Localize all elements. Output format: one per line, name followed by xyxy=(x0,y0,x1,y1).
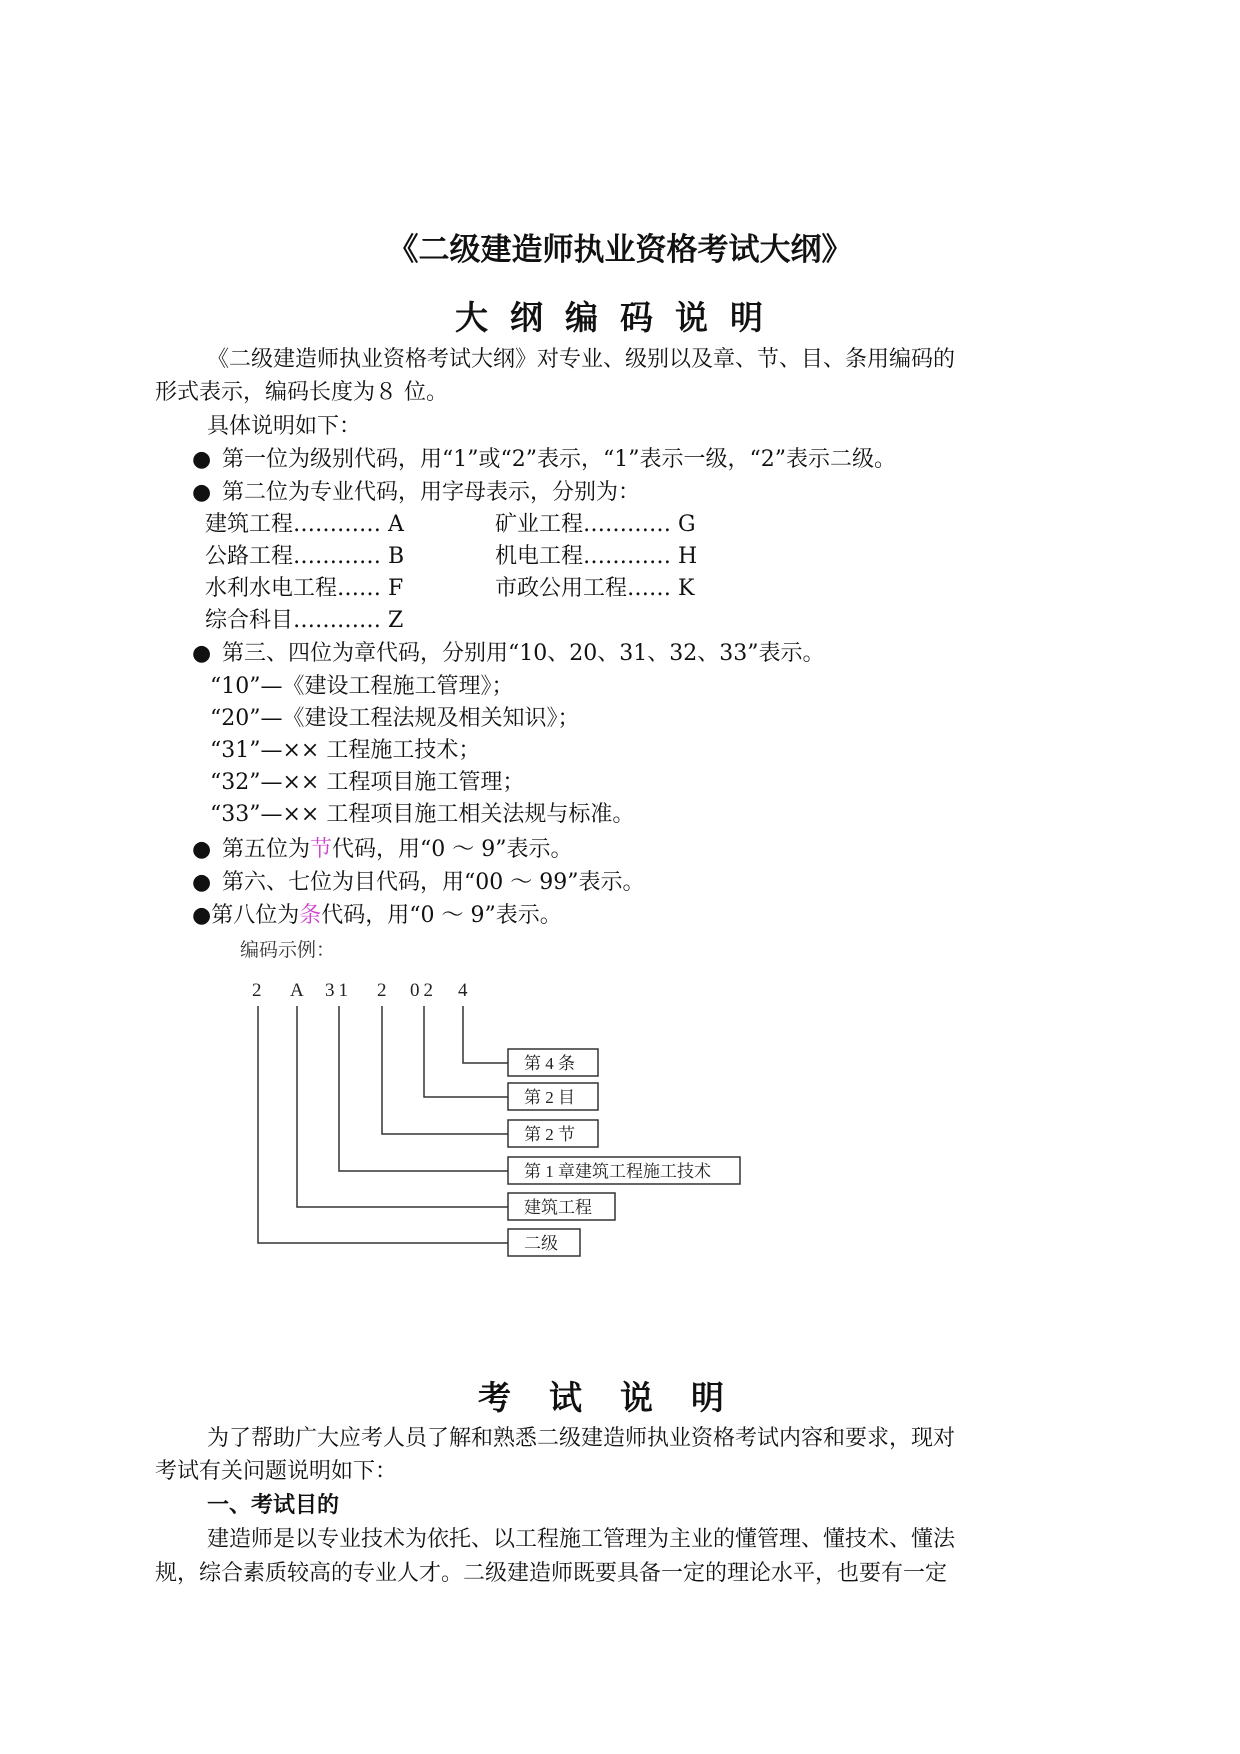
example-digit: 02 xyxy=(410,980,437,1001)
purpose-line-1: 建造师是以专业技术为依托、以工程施工管理为主业的懂管理、懂技术、懂法 xyxy=(207,1527,956,1552)
bullet-text: 第二位为专业代码，用字母表示，分别为： xyxy=(222,480,641,505)
connector-line xyxy=(424,1006,508,1097)
major-name: 公路工程………… xyxy=(205,544,382,569)
section-heading-coding: 大纲编码说明 xyxy=(455,298,785,337)
bullet-dot-icon: ● xyxy=(192,837,212,862)
example-digit: 31 xyxy=(325,980,352,1001)
major-name: 水利水电工程…… xyxy=(205,576,382,601)
connector-line xyxy=(382,1006,508,1134)
connector-line xyxy=(463,1006,508,1063)
bullet-dot-icon: ● xyxy=(192,447,212,472)
chapter-item: “32”—×× 工程项目施工管理； xyxy=(210,770,525,795)
bullet-dot-icon: ● xyxy=(192,870,212,895)
major-code: H xyxy=(678,544,698,569)
bullet-section-code: ● 第五位为节代码，用“0 ～ 9”表示。 xyxy=(192,835,573,865)
chapter-item: “10”—《建设工程施工管理》； xyxy=(210,674,514,699)
bullet-text: 第六、七位为目代码，用“00 ～ 99”表示。 xyxy=(222,870,645,895)
bullet-dot-icon: ● xyxy=(192,903,212,928)
chapter-item: “20”—《建设工程法规及相关知识》； xyxy=(210,706,580,731)
bullet-text: 第三、四位为章代码，分别用“10、20、31、32、33”表示。 xyxy=(222,641,825,666)
bullet-text: 第一位为级别代码，用“1”或“2”表示，“1”表示一级，“2”表示二级。 xyxy=(222,447,896,472)
major-name: 矿业工程………… xyxy=(495,512,672,537)
exam-intro-line-1: 为了帮助广大应考人员了解和熟悉二级建造师执业资格考试内容和要求，现对 xyxy=(207,1426,956,1451)
document-title: 《二级建造师执业资格考试大纲》 xyxy=(387,232,853,268)
sub-heading-exam-purpose: 一、考试目的 xyxy=(207,1493,340,1518)
bullet-dot-icon: ● xyxy=(192,480,212,505)
label-box-text: 二级 xyxy=(524,1234,558,1253)
label-box-text: 第 2 节 xyxy=(524,1125,575,1144)
example-digit: 2 xyxy=(377,980,387,1001)
intro-line-1: 《二级建造师执业资格考试大纲》对专业、级别以及章、节、目、条用编码的 xyxy=(207,347,956,372)
highlight-word: 条 xyxy=(299,903,322,928)
major-code: G xyxy=(678,512,696,537)
major-name: 建筑工程………… xyxy=(205,512,382,537)
major-code: F xyxy=(388,576,404,601)
bullet-article-code: ●第八位为条代码，用“0 ～ 9”表示。 xyxy=(192,903,562,928)
major-code: B xyxy=(388,544,405,569)
detail-lead: 具体说明如下： xyxy=(207,414,362,439)
example-label: 编码示例： xyxy=(240,939,336,961)
major-code: A xyxy=(388,512,404,537)
label-box-text: 第 1 章建筑工程施工技术 xyxy=(524,1162,711,1181)
bullet-dot-icon: ● xyxy=(192,641,212,666)
label-box-text: 第 2 目 xyxy=(524,1088,575,1107)
label-box-text: 建筑工程 xyxy=(524,1198,592,1217)
highlight-word: 节 xyxy=(310,837,333,862)
exam-intro-line-2: 考试有关问题说明如下： xyxy=(155,1459,398,1484)
major-code: K xyxy=(678,576,695,601)
intro-line-2: 形式表示，编码长度为８ 位。 xyxy=(155,380,448,405)
purpose-line-2: 规，综合素质较高的专业人才。二级建造师既要具备一定的理论水平，也要有一定 xyxy=(155,1561,948,1586)
major-name: 综合科目………… xyxy=(205,608,382,633)
connector-line xyxy=(297,1006,508,1207)
label-box-text: 第 4 条 xyxy=(524,1054,575,1073)
major-code: Z xyxy=(388,608,404,633)
major-name: 机电工程………… xyxy=(495,544,672,569)
major-name: 市政公用工程…… xyxy=(495,576,672,601)
section-heading-exam: 考试说明 xyxy=(478,1378,762,1417)
chapter-item: “33”—×× 工程项目施工相关法规与标准。 xyxy=(210,802,635,827)
example-digit: A xyxy=(290,980,304,1001)
example-digit: 4 xyxy=(458,980,468,1001)
chapter-item: “31”—×× 工程施工技术； xyxy=(210,738,481,763)
example-digit: 2 xyxy=(252,980,262,1001)
